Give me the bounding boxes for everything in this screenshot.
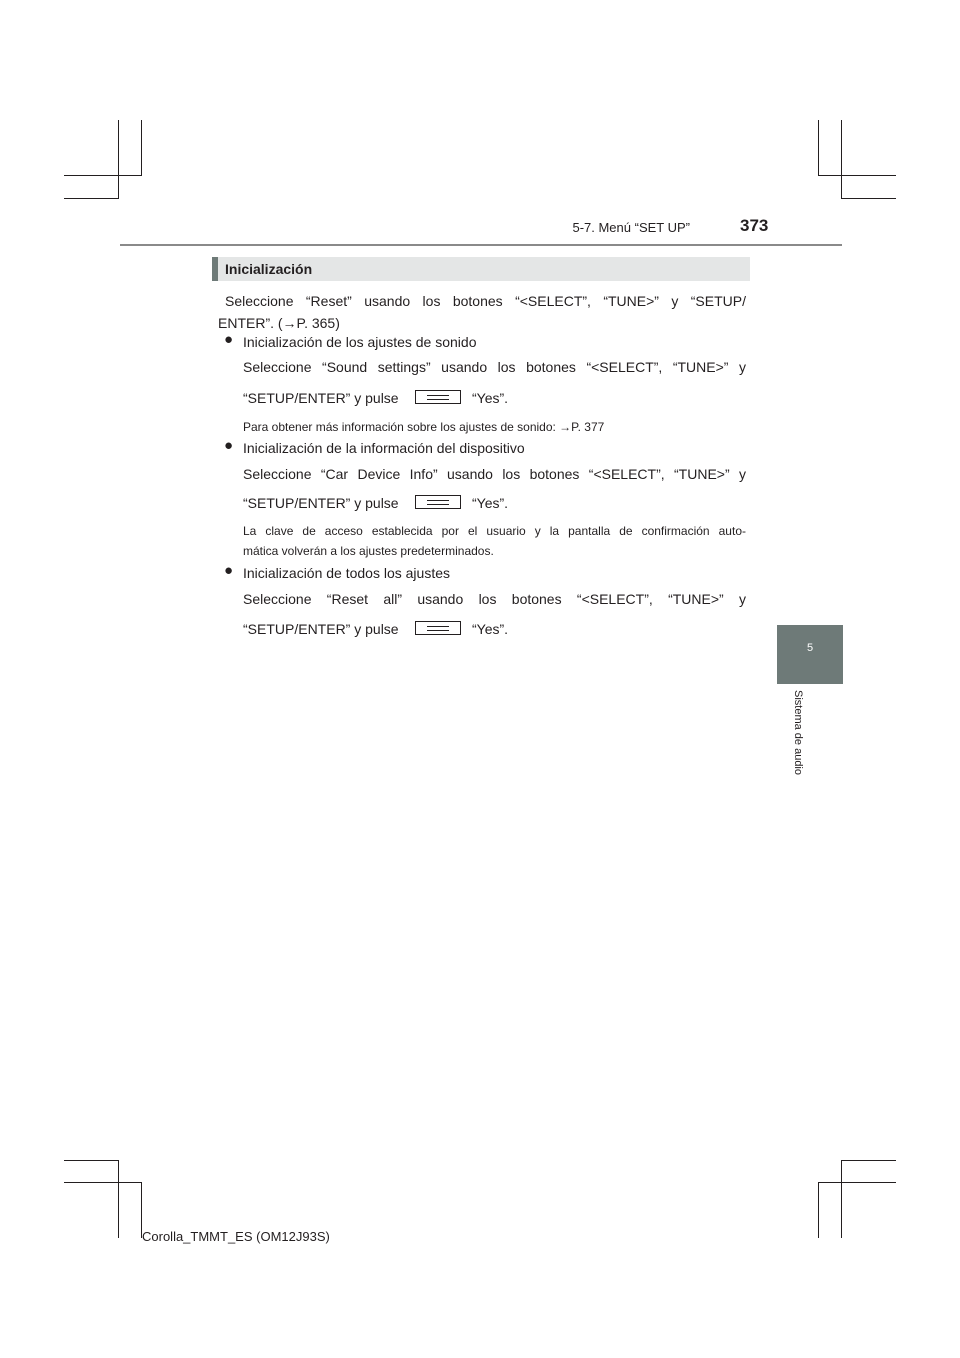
item-heading: Inicialización de la información del dispositivo	[243, 440, 525, 456]
crop-mark	[818, 120, 819, 176]
crop-mark	[841, 120, 842, 198]
item-instruction-line-2: “SETUP/ENTER” y pulse	[243, 495, 399, 511]
enter-key-icon	[415, 390, 461, 404]
crop-mark	[841, 198, 896, 199]
chapter-label: Sistema de audio	[792, 690, 804, 775]
crop-mark	[141, 120, 142, 176]
footer-document-id: Corolla_TMMT_ES (OM12J93S)	[142, 1229, 330, 1244]
item-heading: Inicialización de los ajustes de sonido	[243, 334, 477, 350]
crop-mark	[118, 1160, 119, 1238]
item-yes-label: “Yes”.	[472, 390, 509, 406]
crop-mark	[64, 1160, 119, 1161]
item-instruction-line-1: Seleccione “Sound settings” usando los botones “<SELECT”, “TUNE>” y	[243, 359, 746, 375]
item-instruction-line-1: Seleccione “Car Device Info” usando los botones “<SELECT”, “TUNE>” y	[243, 466, 746, 482]
section-heading-bar	[212, 257, 750, 281]
crop-mark	[818, 175, 896, 176]
crop-mark	[841, 1160, 842, 1238]
item-note-line-2: mática volverán a los ajustes predeterminados.	[243, 544, 494, 558]
running-header-section: 5-7. Menú “SET UP”	[572, 220, 690, 235]
crop-mark	[64, 1182, 142, 1183]
bullet-icon: ●	[224, 331, 234, 348]
crop-mark	[118, 120, 119, 198]
section-title: Inicialización	[225, 261, 313, 277]
item-heading: Inicialización de todos los ajustes	[243, 565, 451, 581]
bullet-icon: ●	[224, 562, 234, 579]
crop-mark	[818, 1182, 896, 1183]
chapter-tab	[777, 625, 843, 684]
crop-mark	[841, 1160, 896, 1161]
intro-line-1: Seleccione “Reset” usando los botones “<SELECT”, “TUNE>” y “SETUP/	[225, 293, 746, 309]
crop-mark	[64, 175, 142, 176]
enter-key-icon	[415, 621, 461, 635]
enter-key-icon	[415, 495, 461, 509]
chapter-number: 5	[806, 642, 814, 654]
item-instruction-line-2: “SETUP/ENTER” y pulse	[243, 621, 399, 637]
header-divider	[120, 244, 842, 246]
item-note: Para obtener más información sobre los ajustes de sonido: →P. 377	[243, 420, 605, 434]
section-accent	[212, 257, 218, 281]
item-instruction-line-1: Seleccione “Reset all” usando los botones “<SELECT”, “TUNE>” y	[243, 591, 746, 607]
page-number: 373	[740, 216, 769, 235]
item-note-line-1: La clave de acceso establecida por el usuario y la pantalla de confirmación auto-	[243, 524, 746, 538]
item-yes-label: “Yes”.	[472, 495, 509, 511]
bullet-icon: ●	[224, 437, 234, 454]
item-instruction-line-2: “SETUP/ENTER” y pulse	[243, 390, 399, 406]
intro-line-2: ENTER”. (→P. 365)	[218, 315, 340, 331]
crop-mark	[64, 198, 119, 199]
item-yes-label: “Yes”.	[472, 621, 509, 637]
crop-mark	[818, 1182, 819, 1238]
